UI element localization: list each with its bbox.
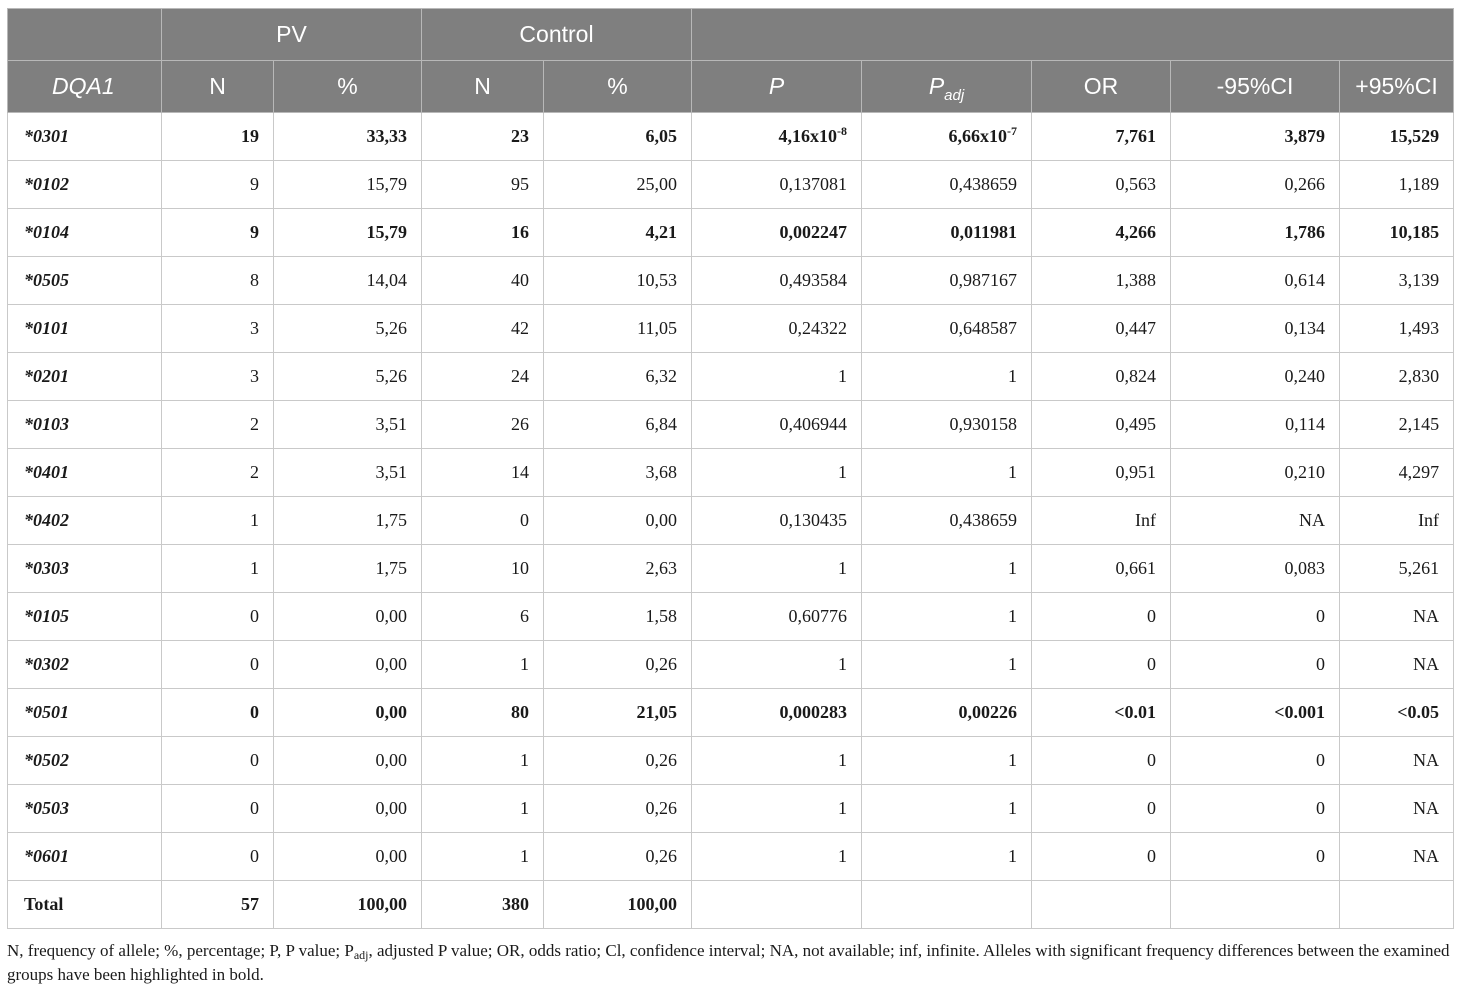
ci-low-cell: NA	[1171, 497, 1340, 545]
ci-low-cell: 1,786	[1171, 209, 1340, 257]
padj-value-cell	[862, 449, 1032, 497]
ctrl-pct-cell: 4,21	[544, 209, 692, 257]
ctrl-n-cell: 1	[422, 833, 544, 881]
ctrl-n-cell: 10	[422, 545, 544, 593]
ci-low-cell: 0,083	[1171, 545, 1340, 593]
p-value-text: 1	[838, 366, 847, 386]
ctrl-n-cell: 1	[422, 641, 544, 689]
ci-high-cell: NA	[1340, 833, 1454, 881]
ci-high-cell: 1,189	[1340, 161, 1454, 209]
allele-cell: *0601	[8, 833, 162, 881]
pv-n-cell: 3	[162, 305, 274, 353]
odds-ratio-cell: 0	[1032, 593, 1171, 641]
pv-pct-cell: 0,00	[274, 641, 422, 689]
total-empty-cell	[1032, 881, 1171, 929]
odds-ratio-cell: 0,951	[1032, 449, 1171, 497]
odds-ratio-cell: 0	[1032, 737, 1171, 785]
ci-high-cell: 1,493	[1340, 305, 1454, 353]
table-row	[8, 785, 1454, 833]
ctrl-n-cell: 80	[422, 689, 544, 737]
col-header-ci-low: -95%CI	[1171, 61, 1340, 113]
ci-high-cell: Inf	[1340, 497, 1454, 545]
table-row	[8, 113, 1454, 161]
total-row	[8, 881, 1454, 929]
ctrl-pct-cell: 0,26	[544, 737, 692, 785]
ci-low-cell: 0	[1171, 641, 1340, 689]
pv-n-cell: 0	[162, 641, 274, 689]
ctrl-pct-cell: 0,26	[544, 641, 692, 689]
total-empty-cell	[692, 881, 862, 929]
allele-cell: *0102	[8, 161, 162, 209]
padj-value-cell	[862, 641, 1032, 689]
p-value-text: 1	[838, 558, 847, 578]
table-row	[8, 833, 1454, 881]
footnote-subscript: adj	[353, 948, 369, 962]
pv-n-cell: 0	[162, 785, 274, 833]
header-blank-cell	[8, 9, 162, 61]
pv-n-cell: 3	[162, 353, 274, 401]
ctrl-n-cell: 95	[422, 161, 544, 209]
total-empty-cell	[1171, 881, 1340, 929]
exponent: -7	[1007, 124, 1017, 138]
pv-pct-cell: 1,75	[274, 545, 422, 593]
p-value-cell	[692, 209, 862, 257]
padj-value-text: 0,930158	[949, 414, 1017, 434]
p-value-cell	[692, 785, 862, 833]
table-row	[8, 689, 1454, 737]
pv-n-cell: 2	[162, 449, 274, 497]
pv-pct-cell: 0,00	[274, 689, 422, 737]
ctrl-n-cell: 14	[422, 449, 544, 497]
p-value-cell	[692, 737, 862, 785]
p-value-cell	[692, 305, 862, 353]
ctrl-pct-cell: 10,53	[544, 257, 692, 305]
ci-high-cell: 5,261	[1340, 545, 1454, 593]
table-body	[8, 113, 1454, 881]
padj-value-text: 1	[1008, 558, 1017, 578]
padj-value-text: 0,648587	[949, 318, 1017, 338]
padj-value-cell	[862, 209, 1032, 257]
table-row	[8, 161, 1454, 209]
pv-n-cell: 19	[162, 113, 274, 161]
pv-n-cell: 1	[162, 545, 274, 593]
ci-high-cell: NA	[1340, 641, 1454, 689]
pv-pct-cell: 0,00	[274, 785, 422, 833]
group-header-pv: PV	[162, 9, 422, 61]
ci-high-cell: <0.05	[1340, 689, 1454, 737]
footnote-part1: N, frequency of allele; %, percentage; P, P value; P	[7, 941, 354, 960]
odds-ratio-cell: 0,495	[1032, 401, 1171, 449]
ci-low-cell: 0	[1171, 833, 1340, 881]
p-value-text: 0,130435	[779, 510, 847, 530]
ci-high-cell: NA	[1340, 785, 1454, 833]
ctrl-pct-cell: 2,63	[544, 545, 692, 593]
ctrl-n-cell: 42	[422, 305, 544, 353]
p-value-text: 1	[838, 750, 847, 770]
pv-pct-cell: 1,75	[274, 497, 422, 545]
col-header-allele: DQA1	[8, 61, 162, 113]
padj-value-cell	[862, 161, 1032, 209]
ci-high-cell: NA	[1340, 593, 1454, 641]
table-row	[8, 737, 1454, 785]
p-value-cell	[692, 641, 862, 689]
padj-value-text: 1	[1008, 750, 1017, 770]
padj-subscript: adj	[944, 87, 965, 104]
padj-value-text: 1	[1008, 606, 1017, 626]
p-value-cell	[692, 161, 862, 209]
total-pv-pct: 100,00	[274, 881, 422, 929]
ci-low-cell: 0,240	[1171, 353, 1340, 401]
ci-high-cell: 15,529	[1340, 113, 1454, 161]
pv-pct-cell: 5,26	[274, 353, 422, 401]
ctrl-pct-cell: 0,26	[544, 833, 692, 881]
p-value-text: 0,137081	[779, 174, 847, 194]
pv-n-cell: 0	[162, 737, 274, 785]
pv-n-cell: 8	[162, 257, 274, 305]
ci-high-cell: NA	[1340, 737, 1454, 785]
total-pv-n: 57	[162, 881, 274, 929]
allele-cell: *0502	[8, 737, 162, 785]
p-value-text: 1	[838, 798, 847, 818]
pv-n-cell: 9	[162, 161, 274, 209]
ctrl-pct-cell: 6,32	[544, 353, 692, 401]
ctrl-pct-cell: 6,05	[544, 113, 692, 161]
padj-base: P	[928, 73, 945, 99]
p-value-cell	[692, 449, 862, 497]
padj-value-text: 1	[1008, 846, 1017, 866]
odds-ratio-cell: 0	[1032, 785, 1171, 833]
ci-low-cell: 0,614	[1171, 257, 1340, 305]
padj-value-cell	[862, 737, 1032, 785]
ctrl-pct-cell: 0,26	[544, 785, 692, 833]
col-header-ci-high: +95%CI	[1340, 61, 1454, 113]
padj-value-text: 0,00226	[958, 702, 1017, 722]
ci-high-cell: 3,139	[1340, 257, 1454, 305]
ci-high-cell: 2,145	[1340, 401, 1454, 449]
pv-pct-cell: 0,00	[274, 833, 422, 881]
allele-cell: *0301	[8, 113, 162, 161]
ctrl-n-cell: 16	[422, 209, 544, 257]
ci-low-cell: 0,210	[1171, 449, 1340, 497]
padj-value-cell	[862, 593, 1032, 641]
allele-cell: *0401	[8, 449, 162, 497]
padj-value-text: 0,438659	[949, 174, 1017, 194]
padj-value-cell	[862, 689, 1032, 737]
p-value-text: 1	[838, 654, 847, 674]
ci-high-cell: 4,297	[1340, 449, 1454, 497]
ci-low-cell: 3,879	[1171, 113, 1340, 161]
col-header-ctrl-n: N	[422, 61, 544, 113]
p-value-cell	[692, 833, 862, 881]
p-value-text: 0,60776	[788, 606, 847, 626]
pv-n-cell: 0	[162, 689, 274, 737]
table-row	[8, 209, 1454, 257]
odds-ratio-cell: 0,824	[1032, 353, 1171, 401]
odds-ratio-cell: 0	[1032, 833, 1171, 881]
ctrl-pct-cell: 11,05	[544, 305, 692, 353]
p-value-cell	[692, 113, 862, 161]
pv-pct-cell: 5,26	[274, 305, 422, 353]
ci-low-cell: 0,114	[1171, 401, 1340, 449]
allele-cell: *0101	[8, 305, 162, 353]
pv-n-cell: 9	[162, 209, 274, 257]
padj-value-text: 0,987167	[949, 270, 1017, 290]
p-value-cell	[692, 689, 862, 737]
p-value-cell	[692, 497, 862, 545]
p-value-text: 0,002247	[779, 222, 847, 242]
total-empty-cell	[1340, 881, 1454, 929]
total-ctrl-n: 380	[422, 881, 544, 929]
odds-ratio-cell: 1,388	[1032, 257, 1171, 305]
allele-cell: *0201	[8, 353, 162, 401]
allele-cell: *0302	[8, 641, 162, 689]
pv-pct-cell: 3,51	[274, 401, 422, 449]
col-header-p: P	[692, 61, 862, 113]
group-header-control: Control	[422, 9, 692, 61]
padj-value-text: 6,66x10	[948, 126, 1007, 146]
p-value-cell	[692, 401, 862, 449]
group-header-row	[8, 9, 1454, 61]
padj-value-cell	[862, 353, 1032, 401]
pv-pct-cell: 14,04	[274, 257, 422, 305]
padj-value-cell	[862, 833, 1032, 881]
ctrl-n-cell: 1	[422, 737, 544, 785]
table-footnote	[7, 939, 1455, 987]
p-value-text: 0,406944	[779, 414, 847, 434]
ci-high-cell: 10,185	[1340, 209, 1454, 257]
p-value-text: 1	[838, 846, 847, 866]
ci-high-cell: 2,830	[1340, 353, 1454, 401]
ctrl-pct-cell: 6,84	[544, 401, 692, 449]
padj-value-text: 1	[1008, 798, 1017, 818]
odds-ratio-cell: 0,563	[1032, 161, 1171, 209]
allele-frequency-table	[7, 8, 1454, 929]
pv-n-cell: 2	[162, 401, 274, 449]
header-blank-cell	[692, 9, 1454, 61]
p-value-text: 0,493584	[779, 270, 847, 290]
odds-ratio-cell: 4,266	[1032, 209, 1171, 257]
allele-cell: *0402	[8, 497, 162, 545]
padj-value-cell	[862, 113, 1032, 161]
ctrl-n-cell: 1	[422, 785, 544, 833]
p-value-cell	[692, 353, 862, 401]
column-header-row	[8, 61, 1454, 113]
table-row	[8, 401, 1454, 449]
pv-n-cell: 0	[162, 593, 274, 641]
p-value-text: 0,24322	[788, 318, 847, 338]
pv-pct-cell: 15,79	[274, 161, 422, 209]
padj-value-cell	[862, 497, 1032, 545]
ci-low-cell: 0	[1171, 593, 1340, 641]
p-value-cell	[692, 545, 862, 593]
col-header-pv-pct: %	[274, 61, 422, 113]
p-value-cell	[692, 257, 862, 305]
ci-low-cell: 0,134	[1171, 305, 1340, 353]
ctrl-pct-cell: 3,68	[544, 449, 692, 497]
pv-n-cell: 0	[162, 833, 274, 881]
col-header-ctrl-pct: %	[544, 61, 692, 113]
table-row	[8, 545, 1454, 593]
table-row	[8, 257, 1454, 305]
ci-low-cell: <0.001	[1171, 689, 1340, 737]
col-header-padj	[862, 61, 1032, 113]
ci-low-cell: 0,266	[1171, 161, 1340, 209]
padj-value-text: 0,438659	[949, 510, 1017, 530]
padj-value-text: 1	[1008, 366, 1017, 386]
footnote-part2: , adjusted P value; OR, odds ratio; Cl, confidence interval; NA, not available; inf, infinite. Alleles with significant frequency differences between the examined groups have been highlighted in bold.	[7, 941, 1450, 984]
padj-value-cell	[862, 257, 1032, 305]
padj-value-text: 1	[1008, 462, 1017, 482]
padj-value-cell	[862, 785, 1032, 833]
col-header-or: OR	[1032, 61, 1171, 113]
p-value-text: 0,000283	[779, 702, 847, 722]
allele-cell: *0505	[8, 257, 162, 305]
pv-n-cell: 1	[162, 497, 274, 545]
exponent: -8	[837, 124, 847, 138]
odds-ratio-cell: 0	[1032, 641, 1171, 689]
pv-pct-cell: 15,79	[274, 209, 422, 257]
ctrl-pct-cell: 0,00	[544, 497, 692, 545]
p-value-cell	[692, 593, 862, 641]
p-value-text: 4,16x10	[778, 126, 837, 146]
table-row	[8, 353, 1454, 401]
table-row	[8, 593, 1454, 641]
padj-value-text: 0,011981	[950, 222, 1017, 242]
col-header-pv-n: N	[162, 61, 274, 113]
ctrl-n-cell: 24	[422, 353, 544, 401]
table-row	[8, 641, 1454, 689]
total-ctrl-pct: 100,00	[544, 881, 692, 929]
padj-value-text: 1	[1008, 654, 1017, 674]
ctrl-n-cell: 0	[422, 497, 544, 545]
padj-value-cell	[862, 305, 1032, 353]
padj-value-cell	[862, 401, 1032, 449]
odds-ratio-cell: 0,447	[1032, 305, 1171, 353]
allele-cell: *0103	[8, 401, 162, 449]
table-row	[8, 449, 1454, 497]
allele-cell: *0303	[8, 545, 162, 593]
ctrl-pct-cell: 21,05	[544, 689, 692, 737]
allele-cell: *0503	[8, 785, 162, 833]
pv-pct-cell: 33,33	[274, 113, 422, 161]
allele-cell: *0501	[8, 689, 162, 737]
p-value-text: 1	[838, 462, 847, 482]
padj-value-cell	[862, 545, 1032, 593]
ctrl-n-cell: 40	[422, 257, 544, 305]
odds-ratio-cell: 0,661	[1032, 545, 1171, 593]
odds-ratio-cell: <0.01	[1032, 689, 1171, 737]
total-label: Total	[8, 881, 162, 929]
ctrl-n-cell: 23	[422, 113, 544, 161]
odds-ratio-cell: Inf	[1032, 497, 1171, 545]
pv-pct-cell: 0,00	[274, 593, 422, 641]
pv-pct-cell: 3,51	[274, 449, 422, 497]
odds-ratio-cell: 7,761	[1032, 113, 1171, 161]
allele-cell: *0104	[8, 209, 162, 257]
table-row	[8, 497, 1454, 545]
ctrl-n-cell: 26	[422, 401, 544, 449]
table-row	[8, 305, 1454, 353]
total-empty-cell	[862, 881, 1032, 929]
ctrl-pct-cell: 1,58	[544, 593, 692, 641]
allele-cell: *0105	[8, 593, 162, 641]
pv-pct-cell: 0,00	[274, 737, 422, 785]
ctrl-pct-cell: 25,00	[544, 161, 692, 209]
ctrl-n-cell: 6	[422, 593, 544, 641]
ci-low-cell: 0	[1171, 785, 1340, 833]
ci-low-cell: 0	[1171, 737, 1340, 785]
